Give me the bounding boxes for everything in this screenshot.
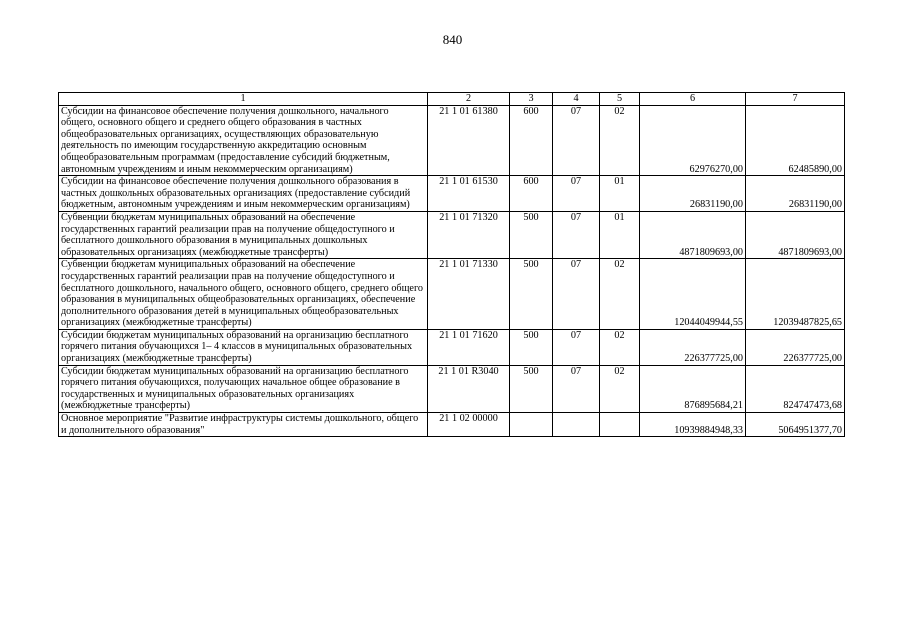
row-amount-year-1: 26831190,00 bbox=[640, 176, 746, 212]
row-subsection: 02 bbox=[600, 329, 640, 365]
table-row bbox=[59, 211, 845, 258]
column-header-3: 3 bbox=[510, 93, 553, 106]
row-description: Основное мероприятие "Развитие инфраструктуры системы дошкольного, общего и дополнительного образования" bbox=[59, 413, 428, 437]
row-section: 07 bbox=[553, 105, 600, 176]
row-section: 07 bbox=[553, 211, 600, 258]
column-header-5: 5 bbox=[600, 93, 640, 106]
row-amount-year-2: 26831190,00 bbox=[746, 176, 845, 212]
row-target-code: 21 1 01 61530 bbox=[428, 176, 510, 212]
row-amount-year-2: 12039487825,65 bbox=[746, 259, 845, 330]
row-section: 07 bbox=[553, 329, 600, 365]
row-amount-year-1: 62976270,00 bbox=[640, 105, 746, 176]
row-amount-year-1: 10939884948,33 bbox=[640, 413, 746, 437]
budget-table bbox=[58, 92, 845, 437]
row-description: Субсидии на финансовое обеспечение получения дошкольного, начального общего, основного общего и среднего общего образования в частных общеобразовательных организациях, осуществляющих образовательную деятельность по имеющим государственную аккредитацию основным общеобразовательным программам (предоставление субсидий бюджетным, автономным учреждениям и иным некоммерческим организациям) bbox=[59, 105, 428, 176]
row-subsection: 01 bbox=[600, 211, 640, 258]
row-target-code: 21 1 01 71330 bbox=[428, 259, 510, 330]
row-expense-type: 500 bbox=[510, 365, 553, 412]
row-expense-type: 500 bbox=[510, 259, 553, 330]
row-amount-year-1: 12044049944,55 bbox=[640, 259, 746, 330]
row-section: 07 bbox=[553, 259, 600, 330]
row-amount-year-2: 824747473,68 bbox=[746, 365, 845, 412]
column-header-2: 2 bbox=[428, 93, 510, 106]
row-amount-year-1: 226377725,00 bbox=[640, 329, 746, 365]
row-target-code: 21 1 01 71320 bbox=[428, 211, 510, 258]
row-description: Субсидии на финансовое обеспечение получения дошкольного образования в частных дошкольных образовательных организациях (предоставление субсидий бюджетным, автономным учреждениям и иным некоммерческим организациям) bbox=[59, 176, 428, 212]
table-row bbox=[59, 105, 845, 176]
row-section bbox=[553, 413, 600, 437]
row-target-code: 21 1 01 61380 bbox=[428, 105, 510, 176]
row-amount-year-2: 4871809693,00 bbox=[746, 211, 845, 258]
row-subsection: 02 bbox=[600, 259, 640, 330]
row-expense-type: 500 bbox=[510, 329, 553, 365]
row-target-code: 21 1 01 71620 bbox=[428, 329, 510, 365]
row-subsection bbox=[600, 413, 640, 437]
row-amount-year-2: 62485890,00 bbox=[746, 105, 845, 176]
table-row bbox=[59, 259, 845, 330]
column-header-4: 4 bbox=[553, 93, 600, 106]
row-section: 07 bbox=[553, 176, 600, 212]
row-expense-type bbox=[510, 413, 553, 437]
row-amount-year-1: 4871809693,00 bbox=[640, 211, 746, 258]
row-target-code: 21 1 01 R3040 bbox=[428, 365, 510, 412]
column-header-7: 7 bbox=[746, 93, 845, 106]
page-number: 840 bbox=[442, 32, 463, 47]
row-amount-year-1: 876895684,21 bbox=[640, 365, 746, 412]
row-subsection: 02 bbox=[600, 105, 640, 176]
row-description: Субсидии бюджетам муниципальных образований на организацию бесплатного горячего питания обучающихся 1– 4 классов в муниципальных образовательных организациях (межбюджетные трансферты) bbox=[59, 329, 428, 365]
row-amount-year-2: 226377725,00 bbox=[746, 329, 845, 365]
row-amount-year-2: 5064951377,70 bbox=[746, 413, 845, 437]
column-header-1: 1 bbox=[59, 93, 428, 106]
row-description: Субвенции бюджетам муниципальных образований на обеспечение государственных гарантий реализации прав на получение общедоступного и бесплатного дошкольного образования в муниципальных дошкольных образовательных организациях (межбюджетные трансферты) bbox=[59, 211, 428, 258]
table-row bbox=[59, 365, 845, 412]
row-expense-type: 600 bbox=[510, 176, 553, 212]
column-header-6: 6 bbox=[640, 93, 746, 106]
row-subsection: 02 bbox=[600, 365, 640, 412]
row-subsection: 01 bbox=[600, 176, 640, 212]
column-number-row bbox=[59, 93, 845, 106]
row-target-code: 21 1 02 00000 bbox=[428, 413, 510, 437]
row-expense-type: 600 bbox=[510, 105, 553, 176]
row-description: Субсидии бюджетам муниципальных образований на организацию бесплатного горячего питания обучающихся, получающих начальное общее образование в государственных и муниципальных образовательных организациях (межбюджетные трансферты) bbox=[59, 365, 428, 412]
row-section: 07 bbox=[553, 365, 600, 412]
row-expense-type: 500 bbox=[510, 211, 553, 258]
table-row bbox=[59, 176, 845, 212]
table-row bbox=[59, 413, 845, 437]
table-row bbox=[59, 329, 845, 365]
row-description: Субвенции бюджетам муниципальных образований на обеспечение государственных гарантий реализации прав на получение общедоступного и бесплатного дошкольного, начального общего, основного общего, среднего общего образования в муниципальных общеобразовательных организациях, обеспечение дополнительного образования детей в муниципальных общеобразовательных организациях (межбюджетные трансферты) bbox=[59, 259, 428, 330]
